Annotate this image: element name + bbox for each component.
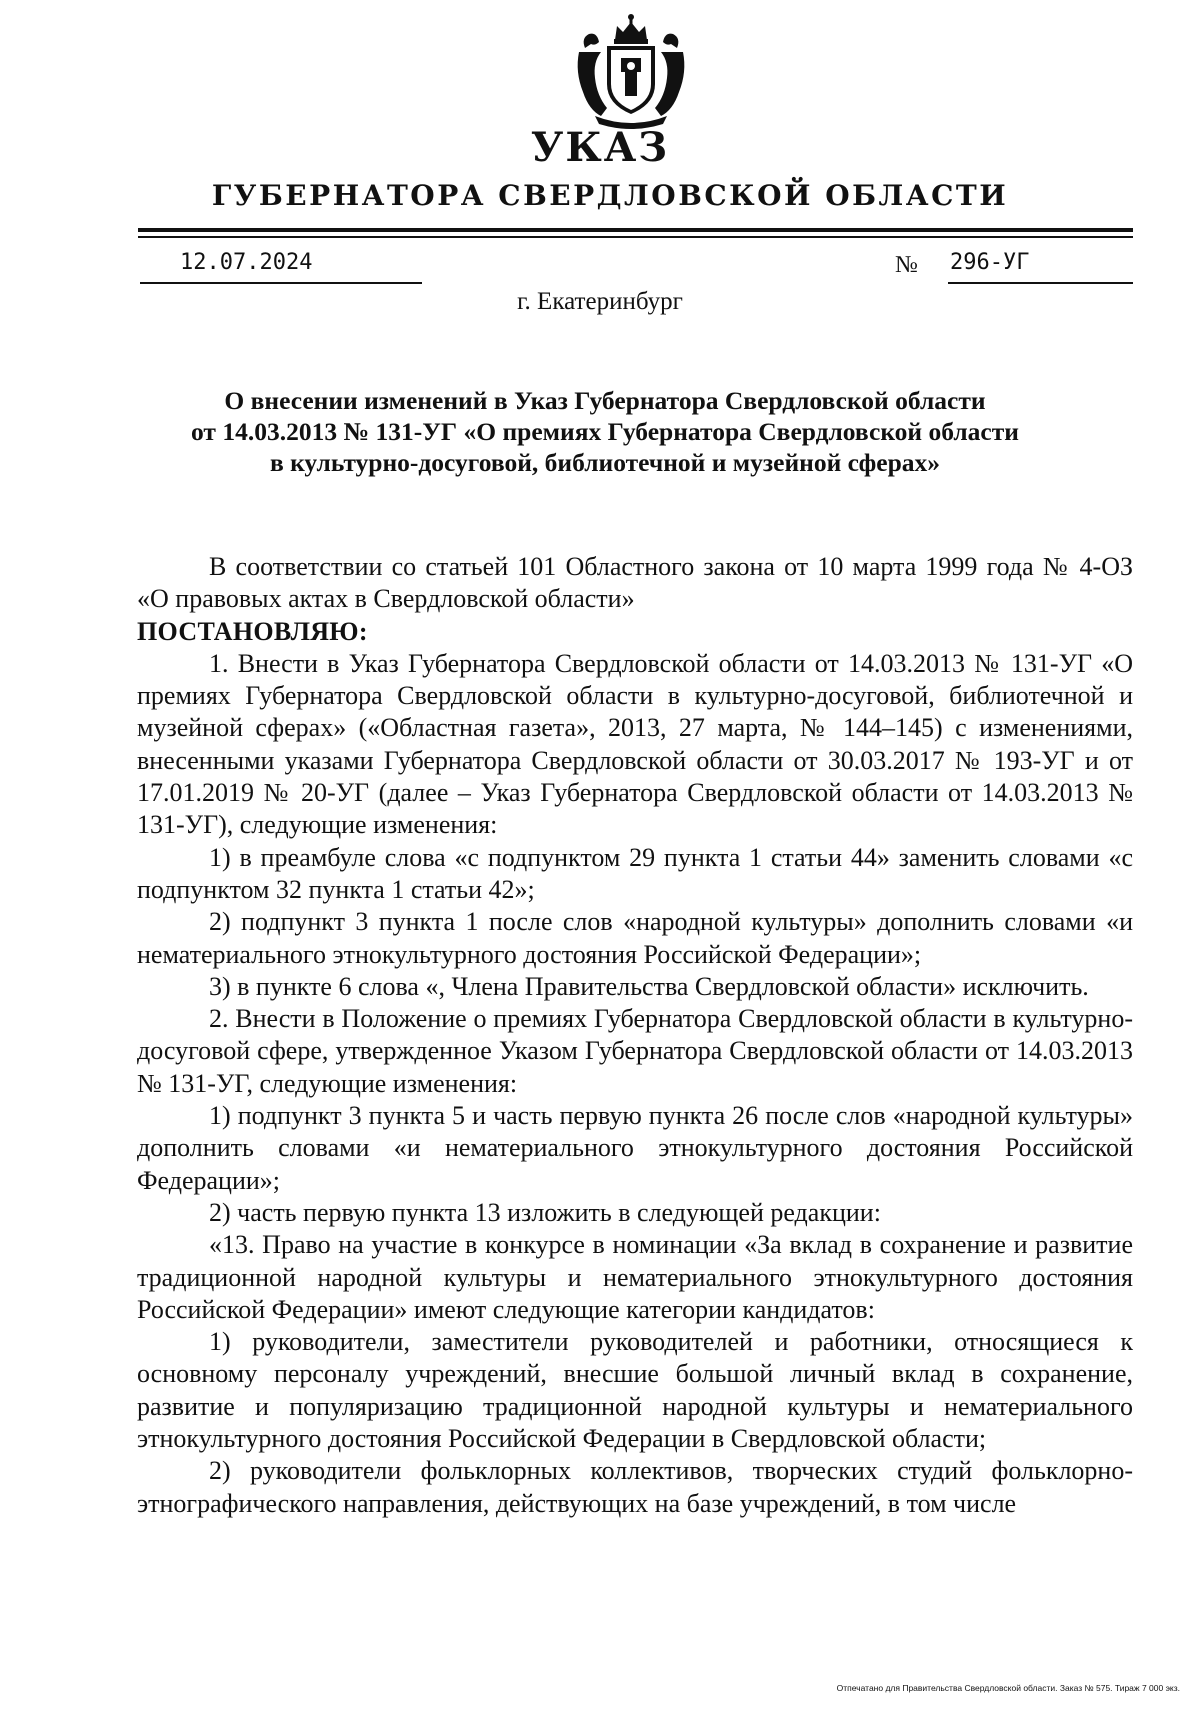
paragraph: 1) подпункт 3 пункта 5 и часть первую пункта 26 после слов «народной культуры» дополнить словами «и нематериального этнокультурного достояния Российской Федерации»; <box>137 1101 1133 1195</box>
header-rule-thin <box>138 236 1133 238</box>
preamble: В соответствии со статьей 101 Областного закона от 10 марта 1999 года № 4-ОЗ «О правовых актах в Свердловской области» <box>137 552 1133 614</box>
document-type: УКАЗ <box>530 124 670 171</box>
paragraph: 2) подпункт 3 пункта 1 после слов «народной культуры» дополнить словами «и нематериального этнокультурного достояния Российской Федерации»; <box>137 907 1133 969</box>
print-note: Отпечатано для Правительства Свердловской области. Заказ № 575. Тираж 7 000 экз. <box>836 1683 1180 1693</box>
paragraph: 2) руководители фольклорных коллективов, творческих студий фольклорно-этнографического направления, действующих на базе учреждений, в том числе <box>137 1456 1133 1518</box>
paragraph: 3) в пункте 6 слова «, Члена Правительства Свердловской области» исключить. <box>209 971 1089 1001</box>
paragraph: 2) часть первую пункта 13 изложить в следующей редакции: <box>209 1197 881 1227</box>
header-rule-thick <box>138 228 1133 232</box>
paragraph: 1) руководители, заместители руководителей и работники, относящиеся к основному персоналу учреждений, внесшие большой личный вклад в сохранение, развитие и популяризацию традиционной народной культуры и нематериального этнокультурного достояния Российской Федерации в Свердловской области; <box>137 1327 1133 1454</box>
paragraph: 1) в преамбуле слова «с подпунктом 29 пункта 1 статьи 44» заменить словами «с подпунктом 32 пункта 1 статьи 42»; <box>137 842 1133 904</box>
sverdlovsk-coat-of-arms-icon <box>571 12 691 130</box>
document-title <box>140 385 1070 478</box>
paragraph: 2. Внести в Положение о премиях Губернатора Свердловской области в культурно-досуговой сфере, утвержденное Указом Губернатора Свердловской области от 14.03.2013 № 131-УГ, следующие изменения: <box>137 1004 1133 1098</box>
document-city: г. Екатеринбург <box>517 288 683 315</box>
paragraph: 1. Внести в Указ Губернатора Свердловской области от 14.03.2013 № 131-УГ «О премиях Губернатора Свердловской области в культурно-досуговой, библиотечной и музейной сферах» («Областная газета», 2013, 27 марта, № 144–145) с изменениями, внесенными указами Губернатора Свердловской области от 30.03.2017 № 193-УГ и от 17.01.2019 № 20-УГ (далее – Указ Губернатора Свердловской области от 14.03.2013 № 131-УГ), следующие изменения: <box>137 648 1133 840</box>
document-body <box>137 551 1133 1520</box>
date-underline <box>140 282 422 284</box>
number-label: № <box>895 252 918 278</box>
title-line: О внесении изменений в Указ Губернатора Свердловской области <box>224 386 986 415</box>
document-date: 12.07.2024 <box>180 250 313 275</box>
document-issuer: ГУБЕРНАТОРА СВЕРДЛОВСКОЙ ОБЛАСТИ <box>211 179 1009 212</box>
paragraph: «13. Право на участие в конкурсе в номинации «За вклад в сохранение и развитие традиционной народной культуры и нематериального этнокультурного достояния Российской Федерации» имеют следующие категории кандидатов: <box>137 1230 1133 1324</box>
number-underline <box>948 282 1133 284</box>
document-number: 296-УГ <box>950 250 1030 275</box>
decree-word: ПОСТАНОВЛЯЮ: <box>137 616 368 646</box>
title-line: от 14.03.2013 № 131-УГ «О премиях Губернатора Свердловской области <box>191 417 1019 446</box>
title-line: в культурно-досуговой, библиотечной и музейной сферах» <box>269 448 941 477</box>
